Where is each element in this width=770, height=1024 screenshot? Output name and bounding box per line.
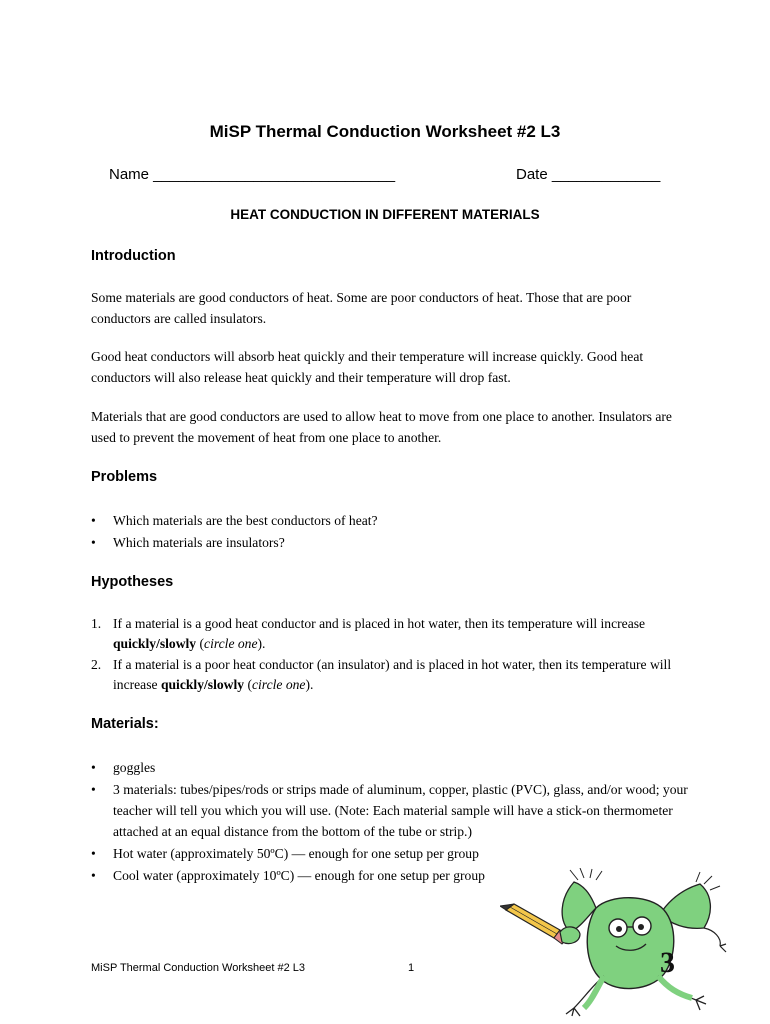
- choice-text: quickly/slowly: [113, 636, 197, 651]
- bullet-icon: •: [91, 535, 96, 550]
- list-item: [91, 655, 691, 695]
- item-number: 1.: [91, 616, 102, 631]
- bullet-icon: •: [91, 868, 96, 883]
- material-text: Hot water (approximately 50ºC) — enough for one setup per group: [113, 846, 479, 861]
- problem-text: Which materials are the best conductors of heat?: [113, 513, 378, 528]
- bullet-icon: •: [91, 513, 96, 528]
- bullet-icon: •: [91, 782, 96, 797]
- material-text: 3 materials: tubes/pipes/rods or strips made of aluminum, copper, plastic (PVC), glass, and/or wood; your teacher will tell you which you will use. (Note: Each material sample will have a stick-on thermometer attached at an equal distance from the bottom of the tube or strip.): [113, 782, 688, 839]
- section-subtitle: HEAT CONDUCTION IN DIFFERENT MATERIALS: [230, 207, 540, 222]
- footer-title: MiSP Thermal Conduction Worksheet #2 L3: [91, 962, 306, 974]
- problem-text: Which materials are insulators?: [113, 535, 285, 550]
- list-item: [91, 843, 691, 864]
- instruction-text: circle one: [251, 677, 306, 692]
- problems-heading: Problems: [91, 469, 158, 485]
- hypothesis-text: If a material is a poor heat conductor (an insulator) and is placed in hot water, then its temperature will increase: [113, 657, 672, 692]
- frog-with-pencil-icon: [500, 868, 730, 1018]
- name-field: Name _____________________________: [109, 166, 396, 183]
- intro-paragraph-3: Materials that are good conductors are used to allow heat to move from one place to another. Insulators are used to prevent the movement of heat from one place to another.: [91, 409, 672, 445]
- bullet-icon: •: [91, 846, 96, 861]
- materials-heading: Materials:: [91, 716, 159, 732]
- page-title: MiSP Thermal Conduction Worksheet #2 L3: [209, 122, 561, 141]
- item-number: 2.: [91, 657, 102, 672]
- list-item: [91, 757, 691, 778]
- pencil-icon: [500, 904, 568, 944]
- date-field: Date _____________: [516, 166, 661, 183]
- list-item: [91, 779, 691, 842]
- bullet-icon: •: [91, 760, 96, 775]
- material-text: Cool water (approximately 10ºC) — enough for one setup per group: [113, 868, 485, 883]
- hypothesis-text: If a material is a good heat conductor and is placed in hot water, then its temperature will increase: [113, 616, 646, 631]
- paren-open: (: [244, 677, 252, 692]
- list-item: [91, 510, 691, 531]
- problems-list: [91, 510, 691, 554]
- instruction-text: circle one: [204, 636, 258, 651]
- intro-paragraph-1: Some materials are good conductors of heat. Some are poor conductors of heat. Those that are poor conductors are called insulators.: [91, 290, 632, 326]
- intro-paragraph-2: Good heat conductors will absorb heat quickly and their temperature will increase quickly. Good heat conductors will also release heat quickly and their temperature will drop fast.: [91, 349, 644, 385]
- level-number: 3: [660, 946, 675, 979]
- paren-close: ).: [257, 636, 266, 651]
- page-number: 1: [408, 962, 415, 974]
- choice-text: quickly/slowly: [160, 677, 245, 692]
- introduction-heading: Introduction: [91, 248, 176, 264]
- list-item: [91, 532, 691, 553]
- hypotheses-list: [91, 614, 691, 696]
- hypotheses-heading: Hypotheses: [91, 574, 174, 590]
- list-item: [91, 614, 691, 654]
- paren-open: (: [196, 636, 205, 651]
- material-text: goggles: [113, 760, 156, 775]
- paren-close: ).: [305, 677, 314, 692]
